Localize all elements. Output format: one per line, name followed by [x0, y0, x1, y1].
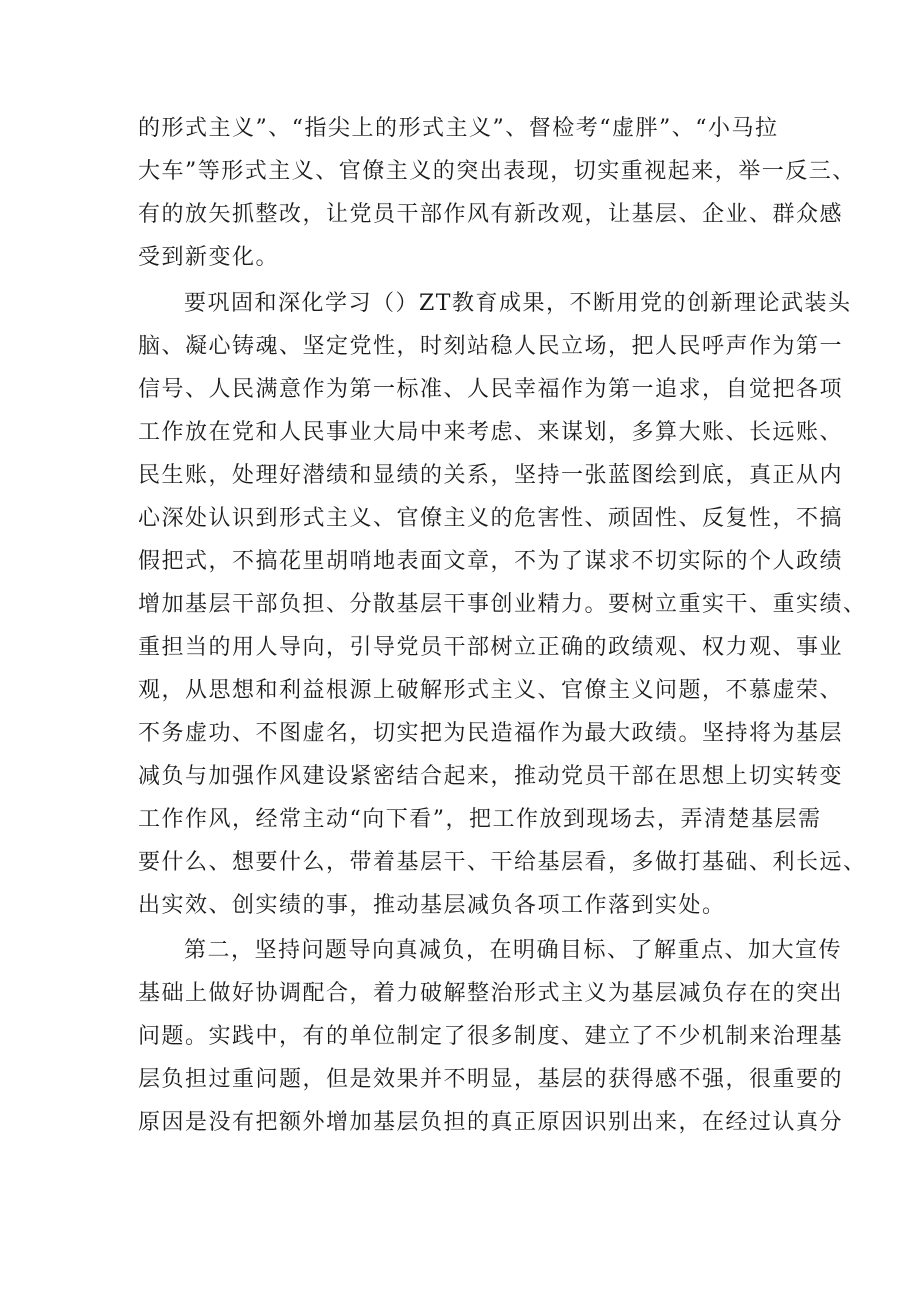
text-line: 层负担过重问题，但是效果并不明显，基层的获得感不强，很重要的	[138, 1067, 844, 1092]
text-line: 工作放在党和人民事业大局中来考虑、来谋划，多算大账、长远账、	[138, 420, 844, 445]
text-line: 脑、凝心铸魂、坚定党性，时刻站稳人民立场，把人民呼声作为第一	[138, 334, 844, 359]
paragraph-first-line: 第二，坚持问题导向真减负，在明确目标、了解重点、加大宣传	[184, 938, 843, 963]
text-line: 出实效、创实绩的事，推动基层减负各项工作落到实处。	[138, 893, 726, 918]
text-line: 要什么、想要什么，带着基层干、干给基层看，多做打基础、利长远、	[138, 850, 867, 875]
text-line: 心深处认识到形式主义、官僚主义的危害性、顽固性、反复性，不搞	[138, 506, 844, 531]
text-line: 增加基层干部负担、分散基层干事创业精力。要树立重实干、重实绩、	[138, 592, 867, 617]
text-line: 受到新变化。	[138, 245, 280, 270]
text-line: 不务虚功、不图虚名，切实把为民造福作为最大政绩。坚持将为基层	[138, 721, 844, 746]
text-line: 有的放矢抓整改，让党员干部作风有新改观，让基层、企业、群众感	[138, 202, 844, 227]
text-line: 问题。实践中，有的单位制定了很多制度、建立了不少机制来治理基	[138, 1024, 844, 1049]
text-line: 假把式，不搞花里胡哨地表面文章，不为了谋求不切实际的个人政绩	[138, 549, 844, 574]
text-line: 观，从思想和利益根源上破解形式主义、官僚主义问题，不慕虚荣、	[138, 678, 844, 703]
text-line: 原因是没有把额外增加基层负担的真正原因识别出来，在经过认真分	[138, 1110, 844, 1135]
text-line: 基础上做好协调配合，着力破解整治形式主义为基层减负存在的突出	[138, 981, 844, 1006]
text-line: 的形式主义”、“指尖上的形式主义”、督检考“虚胖”、“小马拉	[138, 116, 779, 141]
text-line: 重担当的用人导向，引导党员干部树立正确的政绩观、权力观、事业	[138, 635, 844, 660]
text-line: 民生账，处理好潜绩和显绩的关系，坚持一张蓝图绘到底，真正从内	[138, 463, 844, 488]
paragraph-first-line: 要巩固和深化学习（）ZT教育成果，不断用党的创新理论武装头	[184, 291, 852, 316]
text-line: 信号、人民满意作为第一标准、人民幸福作为第一追求，自觉把各项	[138, 377, 844, 402]
text-line: 工作作风，经常主动“向下看”，把工作放到现场去，弄清楚基层需	[138, 807, 822, 832]
text-line: 大车”等形式主义、官僚主义的突出表现，切实重视起来，举一反三、	[138, 159, 856, 184]
text-line: 减负与加强作风建设紧密结合起来，推动党员干部在思想上切实转变	[138, 764, 844, 789]
